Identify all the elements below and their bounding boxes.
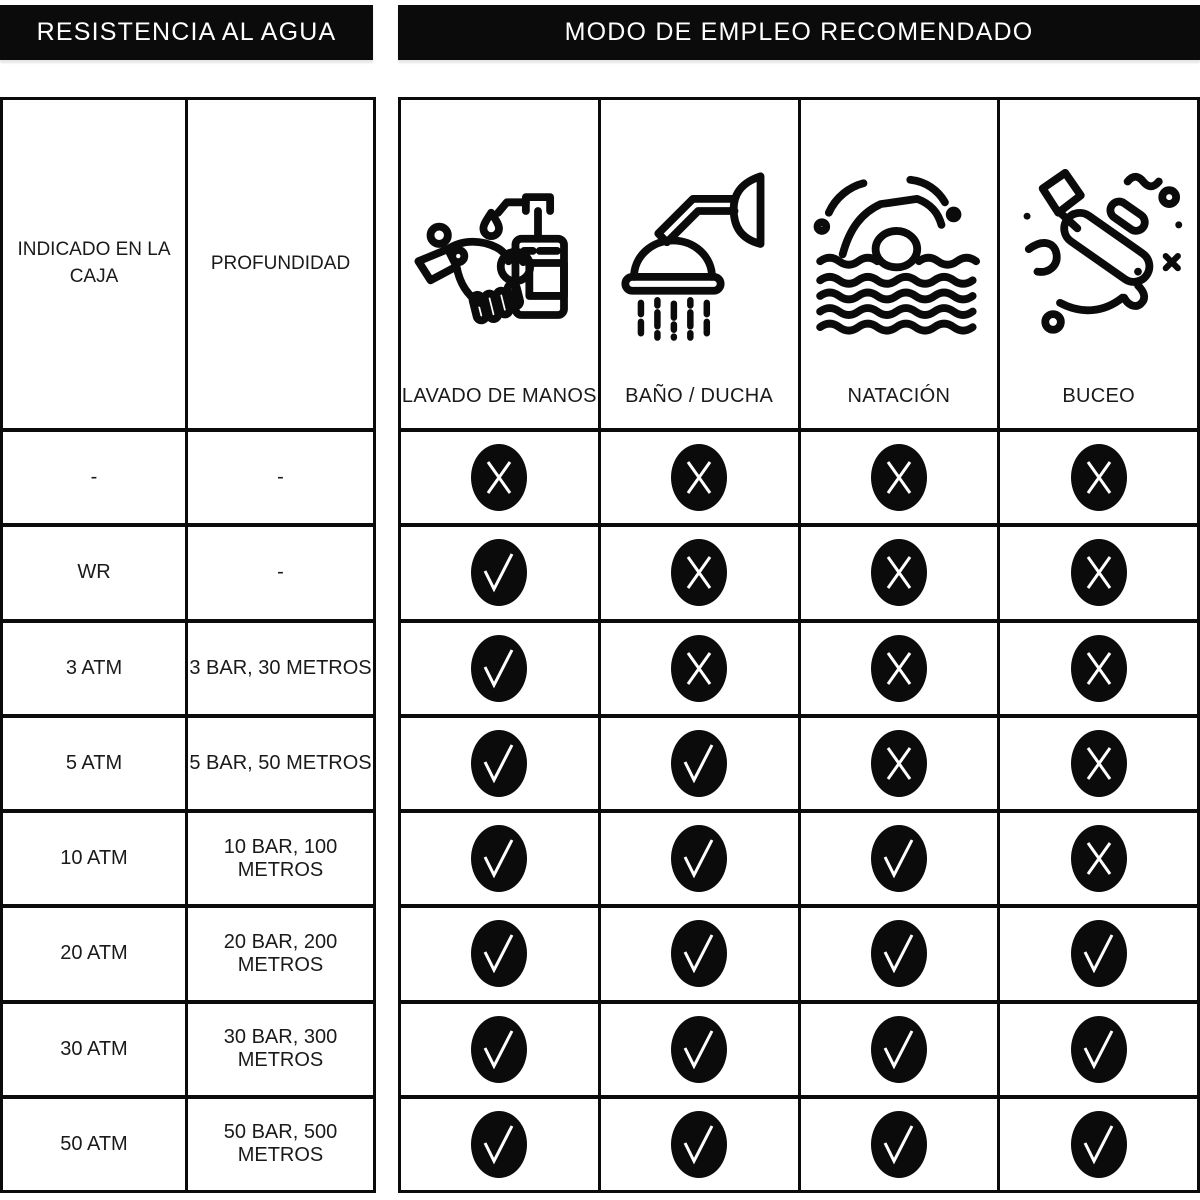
column-header-indicado-label: INDICADO EN LA CAJA: [17, 239, 171, 287]
usage-mark-cell: [1000, 813, 1197, 904]
usage-mark-cell: [801, 1099, 998, 1190]
right-title: MODO DE EMPLEO RECOMENDADO: [564, 18, 1034, 46]
column-header-buceo-label: BUCEO: [1062, 385, 1135, 407]
usage-mark-cell: [401, 527, 598, 618]
usage-mark-cell: [1000, 1004, 1197, 1095]
usage-mark-cell: [801, 718, 998, 809]
check-mark-icon: [471, 1016, 527, 1083]
usage-mark-cell: [401, 1099, 598, 1190]
cross-mark-icon: [1071, 444, 1127, 511]
cell-text: 50 ATM: [60, 1132, 128, 1155]
cell-prof-row2: [188, 623, 373, 714]
cell-text: -: [90, 466, 98, 489]
swimming-icon: [801, 100, 998, 385]
check-mark-icon: [471, 730, 527, 797]
cross-mark-icon: [671, 539, 727, 606]
check-mark-icon: [1071, 920, 1127, 987]
check-mark-icon: [1071, 1016, 1127, 1083]
usage-mark-cell: [801, 623, 998, 714]
usage-mark-cell: [601, 908, 798, 999]
check-mark-icon: [471, 1111, 527, 1178]
cell-caja-row3: [3, 718, 185, 809]
usage-mark-cell: [801, 813, 998, 904]
usage-mark-cell: [401, 432, 598, 523]
cross-mark-icon: [871, 730, 927, 797]
check-mark-icon: [871, 825, 927, 892]
cell-caja-row2: [3, 623, 185, 714]
cell-prof-row7: [188, 1099, 373, 1190]
cell-text: 5 BAR, 50 METROS: [189, 751, 372, 774]
check-mark-icon: [671, 730, 727, 797]
left-title: RESISTENCIA AL AGUA: [36, 18, 337, 46]
check-mark-icon: [671, 1016, 727, 1083]
column-header-natacion-label: NATACIÓN: [847, 385, 951, 407]
cross-mark-icon: [1071, 635, 1127, 702]
cell-text: -: [277, 466, 284, 489]
cross-mark-icon: [471, 444, 527, 511]
check-mark-icon: [671, 1111, 727, 1178]
usage-mark-cell: [601, 1004, 798, 1095]
usage-mark-cell: [1000, 908, 1197, 999]
cross-mark-icon: [871, 539, 927, 606]
cell-text: 20 BAR, 200 METROS: [223, 930, 338, 976]
usage-mark-cell: [601, 623, 798, 714]
cell-text: 30 BAR, 300 METROS: [223, 1026, 338, 1072]
usage-mark-cell: [1000, 623, 1197, 714]
usage-mark-cell: [401, 908, 598, 999]
cell-prof-row5: [188, 908, 373, 999]
usage-mark-cell: [601, 432, 798, 523]
column-header-profundidad-label: PROFUNDIDAD: [210, 252, 351, 274]
usage-mark-cell: [401, 813, 598, 904]
usage-mark-cell: [601, 1099, 798, 1190]
usage-mark-cell: [1000, 718, 1197, 809]
column-header-profundidad: [188, 100, 373, 428]
usage-mark-cell: [1000, 432, 1197, 523]
cell-caja-row6: [3, 1004, 185, 1095]
cell-prof-row4: [188, 813, 373, 904]
column-header-natacion: [801, 100, 998, 428]
cell-text: 5 ATM: [65, 751, 123, 774]
cell-prof-row1: [188, 527, 373, 618]
handwash-icon: [401, 100, 598, 385]
diving-icon: [1000, 100, 1197, 385]
cell-prof-row0: [188, 432, 373, 523]
usage-mark-cell: [601, 718, 798, 809]
cell-caja-row1: [3, 527, 185, 618]
left-title-bar: [0, 5, 373, 60]
cell-text: 3 BAR, 30 METROS: [189, 656, 372, 679]
cell-caja-row4: [3, 813, 185, 904]
shower-icon: [601, 100, 798, 385]
usage-mark-cell: [1000, 527, 1197, 618]
check-mark-icon: [471, 825, 527, 892]
column-header-lavado-label: LAVADO DE MANOS: [401, 385, 597, 407]
cell-prof-row3: [188, 718, 373, 809]
column-header-ducha: [601, 100, 798, 428]
cross-mark-icon: [871, 444, 927, 511]
cross-mark-icon: [871, 635, 927, 702]
cell-text: -: [277, 561, 284, 584]
cell-text: WR: [77, 561, 111, 584]
right-title-bar: [398, 5, 1200, 60]
usage-mark-cell: [801, 1004, 998, 1095]
column-header-ducha-label: BAÑO / DUCHA: [625, 385, 774, 407]
usage-mark-cell: [401, 718, 598, 809]
cell-prof-row6: [188, 1004, 373, 1095]
cell-text: 20 ATM: [60, 942, 128, 965]
column-header-buceo: [1000, 100, 1197, 428]
cell-caja-row5: [3, 908, 185, 999]
usage-mark-cell: [601, 527, 798, 618]
usage-mark-cell: [601, 813, 798, 904]
cell-caja-row0: [3, 432, 185, 523]
check-mark-icon: [871, 920, 927, 987]
check-mark-icon: [471, 539, 527, 606]
cross-mark-icon: [671, 635, 727, 702]
cell-text: 10 BAR, 100 METROS: [223, 835, 338, 881]
cross-mark-icon: [671, 444, 727, 511]
cell-text: 3 ATM: [65, 656, 123, 679]
cross-mark-icon: [1071, 730, 1127, 797]
column-header-lavado: [401, 100, 598, 428]
cell-text: 30 ATM: [60, 1037, 128, 1060]
check-mark-icon: [671, 825, 727, 892]
water-resistance-table: [0, 97, 376, 1193]
check-mark-icon: [871, 1111, 927, 1178]
cross-mark-icon: [1071, 539, 1127, 606]
usage-mark-cell: [401, 1004, 598, 1095]
usage-mark-cell: [401, 623, 598, 714]
cross-mark-icon: [1071, 825, 1127, 892]
check-mark-icon: [671, 920, 727, 987]
check-mark-icon: [1071, 1111, 1127, 1178]
cell-text: 50 BAR, 500 METROS: [223, 1121, 338, 1167]
usage-mark-cell: [1000, 1099, 1197, 1190]
usage-mark-cell: [801, 432, 998, 523]
check-mark-icon: [471, 635, 527, 702]
check-mark-icon: [871, 1016, 927, 1083]
usage-mark-cell: [801, 527, 998, 618]
usage-mode-table: [398, 97, 1200, 1193]
cell-caja-row7: [3, 1099, 185, 1190]
column-header-indicado: [3, 100, 185, 428]
cell-text: 10 ATM: [60, 847, 128, 870]
usage-mark-cell: [801, 908, 998, 999]
check-mark-icon: [471, 920, 527, 987]
